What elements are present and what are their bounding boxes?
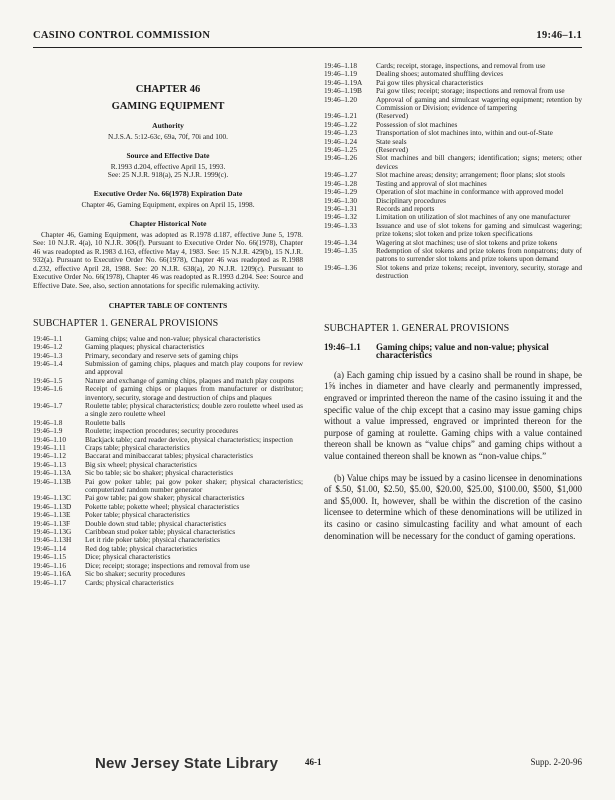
toc-entry-number: 19:46–1.8 xyxy=(33,417,63,427)
toc-entry xyxy=(324,188,582,196)
toc-entry-title: Slot machines and bill changers; identification; signs; meters; other devices xyxy=(376,153,582,171)
toc-entry xyxy=(324,96,582,113)
toc-entry-number: 19:46–1.16 xyxy=(33,560,67,570)
toc-entry-number: 19:46–1.6 xyxy=(33,384,63,394)
toc-entry-number: 19:46–1.29 xyxy=(324,187,358,197)
toc-entry-number: 19:46–1.18 xyxy=(324,61,358,70)
header-section: 19:46–1.1 xyxy=(536,30,582,41)
toc-entry-number: 19:46–1.32 xyxy=(324,212,358,222)
toc-entry-title: Primary, secondary and reserve sets of gaming chips xyxy=(85,350,239,360)
toc-entry-title: Approval of gaming and simulcast wagering equipment; retention by Commission or Division; evidence of tampering xyxy=(376,94,582,113)
toc-entry xyxy=(33,385,303,402)
paragraph-b: (b) Value chips may be issued by a casino licensee in denominations of $.50, $1.00, $2.50, $5.00, $20.00, $25.00, $100.00, $500, $1,000 and $5,000. It, however, shall be within the discretion of the casino licensee to determine which of these denominations will be utilized in its casino or casino simulcasting facility and what amount of each denomination will be necessary for the conduct of gaming operations. xyxy=(324,472,582,541)
authority-heading: Authority xyxy=(152,120,184,130)
toc-entry-number: 19:46–1.15 xyxy=(33,552,67,562)
toc-entry-title: Dice; physical characteristics xyxy=(85,552,171,562)
right-column xyxy=(324,62,582,542)
toc-entry-number: 19:46–1.14 xyxy=(33,543,67,553)
toc-heading: CHAPTER TABLE OF CONTENTS xyxy=(108,300,228,310)
toc-entry-number: 19:46–1.3 xyxy=(33,350,63,360)
section-number: 19:46–1.1 xyxy=(324,341,361,352)
toc-entry-title: Sic bo table; sic bo shaker; physical characteristics xyxy=(85,468,234,478)
toc-entry-title: Caribbean stud poker table; physical characteristics xyxy=(85,527,236,537)
chapter-number: CHAPTER 46 xyxy=(135,84,201,95)
toc-entry-number: 19:46–1.12 xyxy=(33,451,67,461)
toc-entry-number: 19:46–1.34 xyxy=(324,237,358,247)
chapter-title: GAMING EQUIPMENT xyxy=(111,101,225,113)
toc-entry-title: Slot tokens and prize tokens; receipt, inventory, security, storage and destruction xyxy=(376,262,582,281)
toc-entry-title: Gaming chips; value and non-value; physical characteristics xyxy=(85,333,261,343)
toc-entry-title: Wagering at slot machines; use of slot tokens and prize tokens xyxy=(376,237,558,247)
toc-entry-title: Let it ride poker table; physical characteristics xyxy=(85,535,220,545)
toc-entry-title: Pai gow poker table; pai gow poker shaker; physical characteristics; computerized random number generator xyxy=(85,476,303,495)
toc-entry-number: 19:46–1.13E xyxy=(33,510,71,520)
toc-entry-title: Poker table; physical characteristics xyxy=(85,510,190,520)
toc-entry-title: Redemption of slot tokens and prize tokens from nonpatrons; duty of patrons to surrender slot tokens and prize tokens upon demand xyxy=(376,245,582,264)
toc-entry-number: 19:46–1.4 xyxy=(33,358,63,368)
toc-entry-number: 19:46–1.17 xyxy=(33,577,67,587)
library-stamp: New Jersey State Library xyxy=(95,755,279,772)
toc-entry-number: 19:46–1.21 xyxy=(324,111,358,121)
toc-entry-title: Dice; receipt; storage; inspections and removal from use xyxy=(85,560,250,570)
toc-entry-title: Nature and exchange of gaming chips, plaques and match play coupons xyxy=(85,375,294,385)
toc-entry xyxy=(324,197,582,205)
toc-entry-title: Gaming plaques; physical characteristics xyxy=(85,342,205,352)
subchapter-heading: SUBCHAPTER 1. GENERAL PROVISIONS xyxy=(324,322,510,334)
toc-entry-number: 19:46–1.13F xyxy=(33,518,71,528)
header-rule xyxy=(33,47,582,48)
source-heading: Source and Effective Date xyxy=(126,150,210,160)
toc-entry-title: Disciplinary procedures xyxy=(376,195,446,205)
toc-entry-number: 19:46–1.36 xyxy=(324,262,358,272)
toc-entry-title: Testing and approval of slot machines xyxy=(376,178,487,188)
toc-entry-number: 19:46–1.5 xyxy=(33,375,63,385)
toc-entry-number: 19:46–1.19 xyxy=(324,69,358,79)
toc-entry xyxy=(324,222,582,239)
toc-entry-title: Pai gow tiles; receipt; storage; inspections and removal from use xyxy=(376,86,565,96)
toc-entry-number: 19:46–1.23 xyxy=(324,128,358,138)
toc-entry-number: 19:46–1.2 xyxy=(33,342,63,352)
toc-entry-number: 19:46–1.19B xyxy=(324,86,362,96)
toc-entry-number: 19:46–1.10 xyxy=(33,434,67,444)
toc-entry-title: Cards; physical characteristics xyxy=(85,577,174,587)
toc-entry-number: 19:46–1.1 xyxy=(33,333,63,343)
toc-entry xyxy=(324,138,582,146)
toc-entry xyxy=(324,129,582,137)
toc-entry-number: 19:46–1.13 xyxy=(33,459,67,469)
toc-entry-title: Red dog table; physical characteristics xyxy=(85,543,198,553)
toc-entry-number: 19:46–1.13C xyxy=(33,493,71,503)
toc-entry-title: Blackjack table; card reader device, physical characteristics; inspection xyxy=(85,434,293,444)
toc-left-list xyxy=(33,335,303,587)
toc-entry-number: 19:46–1.27 xyxy=(324,170,358,180)
toc-entry-title: (Reserved) xyxy=(376,145,409,155)
toc-entry-title: Records and reports xyxy=(376,203,435,213)
toc-entry-title: Limitation on utilization of slot machines of any one manufacturer xyxy=(376,212,571,222)
toc-entry-number: 19:46–1.31 xyxy=(324,203,358,213)
toc-entry-number: 19:46–1.16A xyxy=(33,569,72,579)
toc-entry-number: 19:46–1.13A xyxy=(33,468,72,478)
toc-entry-number: 19:46–1.19A xyxy=(324,77,363,87)
toc-entry-title: Issuance and use of slot tokens for gaming and simulcast wagering; prize tokens; slot token and prize token specifications xyxy=(376,220,582,239)
toc-entry-title: Baccarat and minibaccarat tables; physical characteristics xyxy=(85,451,253,461)
toc-entry-number: 19:46–1.11 xyxy=(33,443,66,452)
toc-entry-title: Possession of slot machines xyxy=(376,119,458,129)
toc-entry-title: Submission of gaming chips, plaques and match play coupons for review and approval xyxy=(85,358,303,377)
toc-entry-title: Roulette table; physical characteristics; double zero roulette wheel used as a single zero roulette wheel xyxy=(85,400,303,419)
toc-entry-number: 19:46–1.35 xyxy=(324,245,358,255)
toc-entry-number: 19:46–1.26 xyxy=(324,153,358,163)
supplement-date: Supp. 2-20-96 xyxy=(530,757,582,767)
toc-entry-title: Pokette table; pokette wheel; physical characteristics xyxy=(85,501,240,511)
authority-text: N.J.S.A. 5:12-63c, 69a, 70f, 70i and 100. xyxy=(108,132,228,142)
toc-entry-title: Big six wheel; physical characteristics xyxy=(85,459,197,469)
toc-entry xyxy=(33,579,303,587)
section-heading xyxy=(324,343,582,360)
toc-entry-title: Sic bo shaker; security procedures xyxy=(85,569,186,579)
toc-entry-title: Transportation of slot machines into, within and out-of-State xyxy=(376,128,553,138)
toc-entry xyxy=(324,154,582,171)
toc-subchapter-heading: SUBCHAPTER 1. GENERAL PROVISIONS xyxy=(33,318,219,330)
page-number: 46-1 xyxy=(305,757,322,767)
toc-entry xyxy=(324,247,582,264)
toc-entry-title: Pai gow tiles physical characteristics xyxy=(376,77,484,87)
toc-entry-number: 19:46–1.13D xyxy=(33,501,72,511)
toc-entry xyxy=(33,478,303,495)
toc-entry-number: 19:46–1.13H xyxy=(33,535,72,545)
toc-entry-number: 19:46–1.13G xyxy=(33,527,72,537)
toc-entry-title: (Reserved) xyxy=(376,111,409,121)
toc-entry-title: Cards; receipt, storage, inspections, and removal from use xyxy=(376,61,546,70)
paragraph-a: (a) Each gaming chip issued by a casino shall be round in shape, be 1⅝ inches in diameter and have clearly and permanently impressed, engraved or imprinted thereon the name of the casino issuing it and the specific value of the chip except that a casino may issue gaming chips without a value impressed, engraved or imprinted thereon for the purpose of gaming at roulette. Gaming chips with a value contained thereon shall be known as “value chips” and gaming chips without a value contained thereon shall be known as “non-value chips.” xyxy=(324,369,582,461)
toc-entry xyxy=(33,402,303,419)
toc-entry-number: 19:46–1.13B xyxy=(33,476,71,486)
toc-entry xyxy=(33,360,303,377)
toc-entry-number: 19:46–1.7 xyxy=(33,400,63,410)
toc-entry-number: 19:46–1.33 xyxy=(324,220,358,230)
toc-entry-title: Dealing shoes; automated shuffling devices xyxy=(376,69,504,79)
toc-entry-title: Operation of slot machine in conformance with approved model xyxy=(376,187,564,197)
toc-entry-number: 19:46–1.30 xyxy=(324,195,358,205)
exec-order-heading: Executive Order No. 66(1978) Expiration Date xyxy=(93,188,243,198)
toc-entry-title: Receipt of gaming chips or plaques from manufacturer or distributor; inventory, security, storage and destruction of chips and plaques xyxy=(85,384,303,402)
exec-order-text: Chapter 46, Gaming Equipment, expires on April 15, 1998. xyxy=(81,200,255,210)
toc-entry-number: 19:46–1.9 xyxy=(33,426,63,436)
toc-entry-title: Roulette; inspection procedures; security procedures xyxy=(85,426,239,436)
source-text: R.1993 d.204, effective April 15, 1993. See: 25 N.J.R. 918(a), 25 N.J.R. 1999(c). xyxy=(107,162,229,180)
history-note: Chapter 46, Gaming Equipment, was adopted as R.1978 d.187, effective June 5, 1978. See: 10 N.J.R. 4(a), 10 N.J.R. 306(f). Pursuant to Executive Order No. 66(1978), Chapter 46 was readopted as R.1983 d.163, effective May 4, 1983. See: 15 N.J.R. 429(b), 15 N.J.R. 932(a). Pursuant to Executive Order No. 66(1978), Chapter 46 was readopted as R.1988 d.232, effective April 28, 1988. See: 20 N.J.R. 638(a), 20 N.J.R. 1209(c). Pursuant to Executive Order No. 66(1978), Chapter 46 was readopted as R.1993 d.204. See: Source and Effective Date. See, also, section annotations for specific rulemaking activity. xyxy=(33,230,303,290)
toc-entry-title: Double down stud table; physical characteristics xyxy=(85,518,227,528)
left-column xyxy=(33,62,303,587)
toc-entry-title: Pai gow table; pai gow shaker; physical characteristics xyxy=(85,493,245,503)
toc-entry-number: 19:46–1.20 xyxy=(324,94,358,104)
toc-right-list xyxy=(324,62,582,281)
history-heading: Chapter Historical Note xyxy=(129,218,207,228)
toc-entry-number: 19:46–1.25 xyxy=(324,145,358,155)
page-footer xyxy=(33,748,582,772)
toc-entry-title: Slot machine areas; density; arrangement; floor plans; slot stools xyxy=(376,170,565,180)
toc-entry-number: 19:46–1.28 xyxy=(324,178,358,188)
running-header xyxy=(33,30,582,46)
toc-entry-title: State seals xyxy=(376,136,407,146)
header-title: CASINO CONTROL COMMISSION xyxy=(33,30,211,41)
section-title: Gaming chips; value and non-value; physical characteristics xyxy=(376,341,549,361)
toc-entry-title: Roulette balls xyxy=(85,417,126,427)
toc-entry-number: 19:46–1.24 xyxy=(324,136,358,146)
toc-entry-title: Craps table; physical characteristics xyxy=(85,443,190,452)
toc-entry-number: 19:46–1.22 xyxy=(324,119,358,129)
toc-entry xyxy=(324,264,582,281)
